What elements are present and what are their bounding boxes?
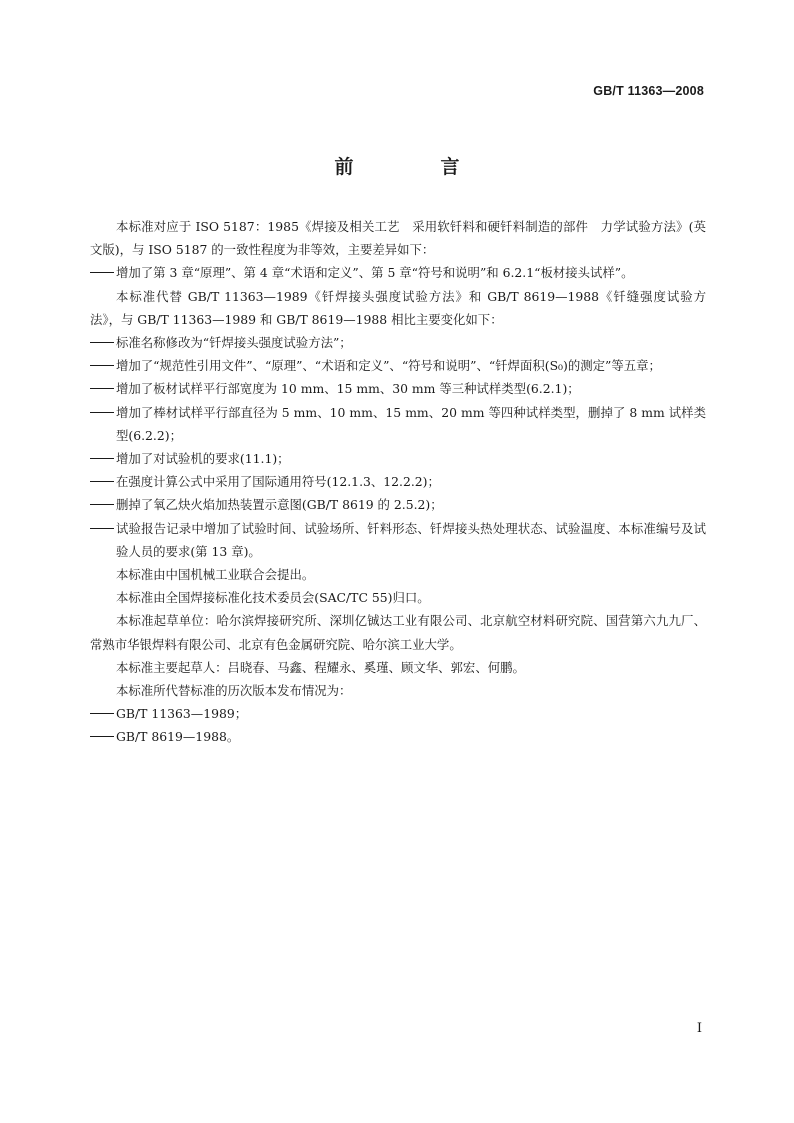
standard-code: GB/T 11363—2008 bbox=[593, 84, 704, 98]
page-title: 前 言 bbox=[334, 156, 494, 178]
foreword-body bbox=[90, 215, 706, 749]
list-item: GB/T 8619—1988。 bbox=[90, 725, 706, 748]
em-dash-icon bbox=[90, 342, 114, 343]
list-item: 标准名称修改为“钎焊接头强度试验方法”； bbox=[90, 331, 706, 354]
em-dash-icon bbox=[90, 528, 114, 529]
em-dash-icon bbox=[90, 504, 114, 505]
em-dash-icon bbox=[90, 412, 114, 413]
list-item: 增加了板材试样平行部宽度为 10 mm、15 mm、30 mm 等三种试样类型(6.2.1)； bbox=[90, 377, 706, 400]
paragraph-replacement: 本标准代替 GB/T 11363—1989《钎焊接头强度试验方法》和 GB/T 8619—1988《钎缝强度试验方法》，与 GB/T 11363—1989 和 GB/T 8619—1988 相比主要变化如下： bbox=[90, 288, 706, 327]
paragraph-proposer: 本标准由中国机械工业联合会提出。 bbox=[116, 567, 315, 583]
em-dash-icon bbox=[90, 365, 114, 366]
list-item: 增加了对试验机的要求(11.1)； bbox=[90, 447, 706, 470]
paragraph-correspondence: 本标准对应于 ISO 5187：1985《焊接及相关工艺 采用软钎料和硬钎料制造的部件 力学试验方法》(英文版)，与 ISO 5187 的一致性程度为非等效，主要差异如下： bbox=[90, 219, 706, 258]
list-item: 增加了第 3 章“原理”、第 4 章“术语和定义”、第 5 章“符号和说明”和 6.2.1“板材接头试样”。 bbox=[90, 261, 706, 284]
em-dash-icon bbox=[90, 736, 114, 737]
paragraph-history: 本标准所代替标准的历次版本发布情况为： bbox=[116, 683, 352, 699]
list-item: 增加了“规范性引用文件”、“原理”、“术语和定义”、“符号和说明”、“钎焊面积(S₀)的测定”等五章； bbox=[90, 354, 706, 377]
em-dash-icon bbox=[90, 481, 114, 482]
page-number: I bbox=[696, 1021, 702, 1036]
em-dash-icon bbox=[90, 272, 114, 273]
paragraph-drafters: 本标准主要起草人：吕晓春、马鑫、程耀永、奚瑾、顾文华、郭宏、何鹏。 bbox=[116, 659, 525, 675]
list-item: 试验报告记录中增加了试验时间、试验场所、钎料形态、钎焊接头热处理状态、试验温度、本标准编号及试验人员的要求(第 13 章)。 bbox=[90, 517, 706, 563]
list-item: 在强度计算公式中采用了国际通用符号(12.1.3、12.2.2)； bbox=[90, 470, 706, 493]
em-dash-icon bbox=[90, 713, 114, 714]
list-item: GB/T 11363—1989； bbox=[90, 702, 706, 725]
em-dash-icon bbox=[90, 388, 114, 389]
em-dash-icon bbox=[90, 458, 114, 459]
list-item: 增加了棒材试样平行部直径为 5 mm、10 mm、15 mm、20 mm 等四种试样类型，删掉了 8 mm 试样类型(6.2.2)； bbox=[90, 401, 706, 447]
paragraph-committee: 本标准由全国焊接标准化技术委员会(SAC/TC 55)归口。 bbox=[116, 590, 430, 606]
paragraph-drafting-units: 本标准起草单位：哈尔滨焊接研究所、深圳亿铖达工业有限公司、北京航空材料研究院、国营第六九九厂、常熟市华银焊料有限公司、北京有色金属研究院、哈尔滨工业大学。 bbox=[90, 613, 706, 652]
list-item: 删掉了氧乙炔火焰加热装置示意图(GB/T 8619 的 2.5.2)； bbox=[90, 493, 706, 516]
